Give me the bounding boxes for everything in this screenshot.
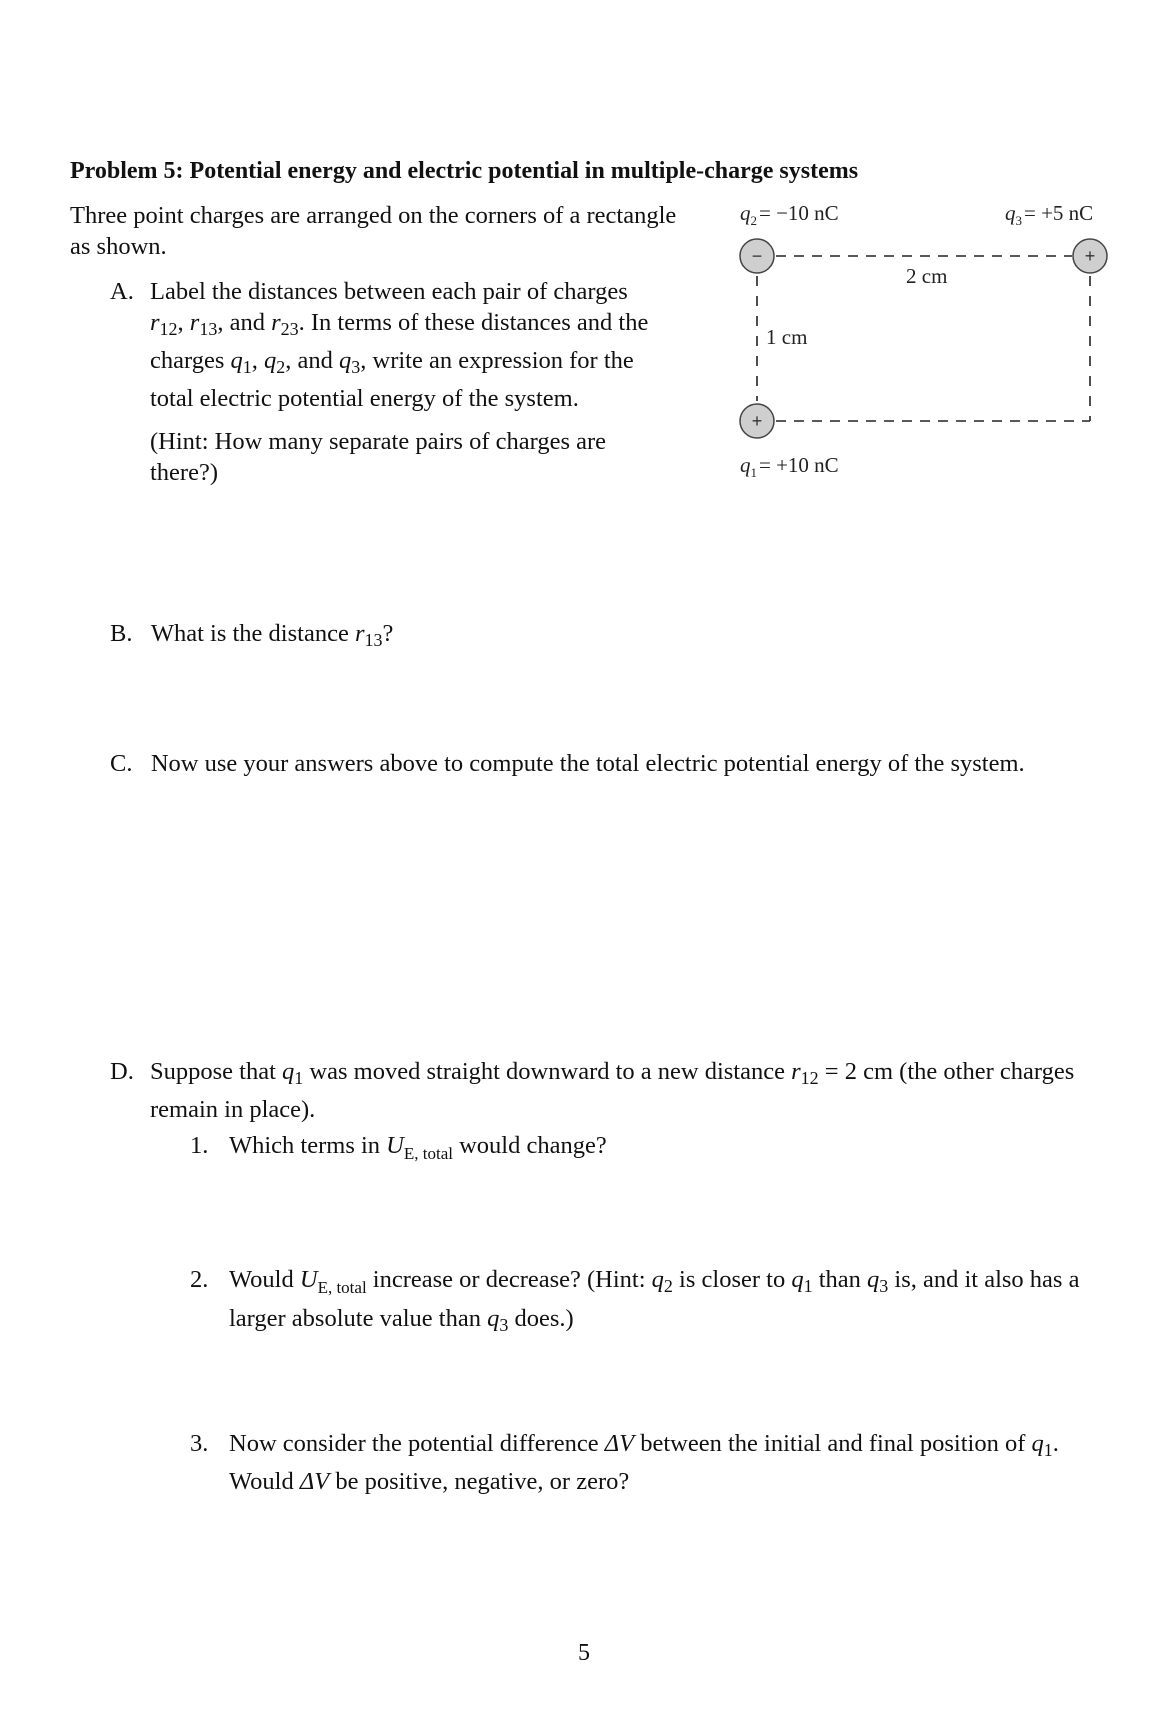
charge-diagram (720, 196, 1120, 486)
part-a (110, 276, 715, 488)
part-a-hint: (Hint: How many separate pairs of charges are there?) (150, 428, 607, 486)
item-1-text: Which terms in $U_{E, total}$ would change? (229, 1132, 607, 1163)
part-b-label: B. (110, 620, 133, 647)
item-1-number: 1. (190, 1132, 209, 1159)
q3-label: $q_3= +5$ nC (1005, 201, 1094, 228)
r-symbol: r (354, 620, 365, 647)
part-c (110, 748, 1025, 779)
part-a-body (150, 276, 715, 488)
part-b (110, 618, 393, 656)
page-number: 5 (578, 1640, 590, 1666)
part-a-line2: $r_{12}$, $r_{13}$, and $r_{23}$. In terms of these distances and the (150, 309, 649, 339)
r13-sub: 13 (364, 630, 383, 650)
charge-q3 (1073, 239, 1107, 273)
charge-q1 (740, 404, 774, 438)
item-3-number: 3. (190, 1430, 209, 1457)
height-label: 1 cm (766, 325, 808, 349)
part-d-label: D. (110, 1058, 134, 1085)
part-d (110, 1056, 1110, 1125)
item-2-number: 2. (190, 1266, 209, 1293)
q2-label: $q_2= -10$ nC (740, 201, 839, 228)
part-b-end: ? (382, 620, 394, 647)
part-c-text: Now use your answers above to compute the total electric potential energy of the system. (150, 750, 1025, 777)
charge-q2 (740, 239, 774, 273)
part-d-item-2 (190, 1264, 1100, 1341)
item-3-text: Now consider the potential difference ΔV between the initial and final position of $q_1$. Would ΔV be positive, negative, or zero? (229, 1430, 1059, 1495)
q1-sign: + (751, 411, 763, 431)
part-d-item-3 (190, 1428, 1100, 1497)
q3-sign: + (1084, 246, 1096, 266)
part-d-item-1 (190, 1130, 1100, 1169)
width-label: 2 cm (906, 264, 948, 288)
problem-title: Problem 5: Potential energy and electric potential in multiple-charge systems (70, 158, 859, 184)
part-d-text: Suppose that $q_1$ was moved straight downward to a new distance $r_{12} = 2$ cm (the other charges remain in place). (150, 1058, 1075, 1123)
part-b-text: What is the distance (150, 620, 355, 647)
part-a-label: A. (110, 278, 134, 305)
part-a-line4: total electric potential energy of the system. (150, 385, 579, 412)
part-a-line1: Label the distances between each pair of charges (150, 278, 628, 305)
part-c-label: C. (110, 750, 133, 777)
problem-intro: Three point charges are arranged on the corners of a rectangle as shown. (70, 202, 677, 260)
q1-label: $q_1= +10$ nC (740, 453, 839, 480)
item-2-text: Would $U_{E, total}$ increase or decrease? (Hint: $q_2$ is closer to $q_1$ than $q_3$ is, and it also has a larger absolute value than $q_3$ does.) (229, 1266, 1080, 1335)
part-a-line3: charges $q_1$, $q_2$, and $q_3$, write an expression for the (150, 347, 634, 377)
q2-sign: − (751, 246, 763, 266)
